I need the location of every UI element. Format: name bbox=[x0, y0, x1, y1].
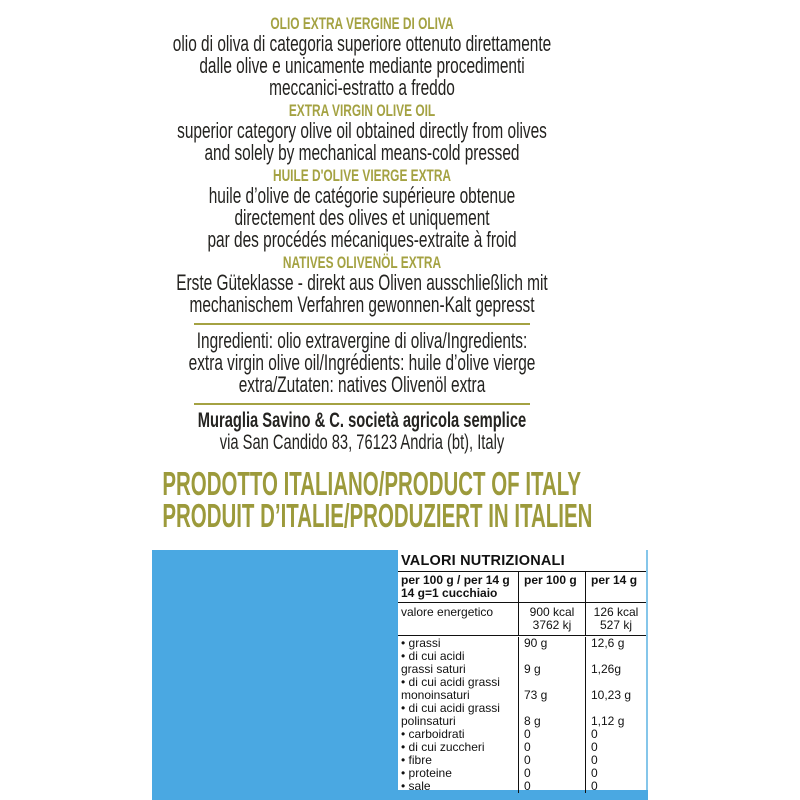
section-heading-italian: OLIO EXTRA VERGINE DI OLIVA bbox=[270, 14, 454, 33]
energy-kj: 3762 kj bbox=[532, 618, 572, 632]
nutrient-label: • fibre bbox=[401, 753, 432, 767]
section-heading-german: NATIVES OLIVENÖL EXTRA bbox=[282, 253, 442, 272]
nutrient-label: • grassi bbox=[401, 636, 441, 650]
value-per-14g: 0 bbox=[585, 728, 646, 741]
nutrition-title: VALORI NUTRIZIONALI bbox=[398, 550, 646, 572]
description-line: superior category olive oil obtained directly from olives bbox=[177, 118, 547, 143]
producer-address: via San Candido 83, 76123 Andria (bt), Italy bbox=[219, 431, 505, 454]
nutrient-label: • proteine bbox=[401, 766, 452, 780]
origin-statement bbox=[40, 465, 684, 534]
label-text-block bbox=[40, 12, 684, 532]
section-heading-english: EXTRA VIRGIN OLIVE OIL bbox=[288, 101, 436, 120]
nutrient-label: • di cui acidi grassi polinsaturi bbox=[401, 701, 500, 728]
description-line: dalle olive e unicamente mediante procedimenti bbox=[199, 53, 525, 78]
nutrition-row bbox=[398, 676, 646, 702]
nutrition-body bbox=[398, 636, 646, 793]
ingredients-line: extra virgin olive oil/Ingrédients: huile d’olive vierge bbox=[188, 350, 536, 375]
value-per-100g: 9 g bbox=[518, 650, 585, 676]
description-line: meccanici-estratto a freddo bbox=[269, 75, 455, 100]
nutrition-row bbox=[398, 650, 646, 676]
value-per-14g bbox=[585, 603, 646, 635]
value-per-14g: 10,23 g bbox=[585, 676, 646, 702]
nutrient-label: • carboidrati bbox=[401, 727, 465, 741]
value-per-14g: 0 bbox=[585, 754, 646, 767]
value-per-14g: 1,26g bbox=[585, 650, 646, 676]
nutrition-header-row bbox=[398, 572, 646, 603]
energy-kj: 527 kj bbox=[599, 618, 633, 632]
nutrient-label: • di cui zuccheri bbox=[401, 740, 485, 754]
nutrient-label: valore energetico bbox=[401, 605, 494, 619]
value-per-14g: 0 bbox=[585, 767, 646, 780]
nutrient-label: • di cui acidi grassi monoinsaturi bbox=[401, 675, 500, 702]
value-per-100g: 0 bbox=[518, 767, 585, 780]
nutrition-row bbox=[398, 767, 646, 780]
description-line: Erste Güteklasse - direkt aus Oliven ausschließlich mit bbox=[176, 270, 548, 295]
energy-kcal: 900 kcal bbox=[529, 605, 575, 619]
value-per-100g: 90 g bbox=[518, 637, 585, 650]
nutrient-label: • di cui acidi grassi saturi bbox=[401, 649, 466, 676]
value-per-100g: 0 bbox=[518, 741, 585, 754]
divider-line bbox=[194, 323, 530, 325]
energy-kcal: 126 kcal bbox=[593, 605, 639, 619]
nutrition-row bbox=[398, 780, 646, 793]
value-per-100g: 8 g bbox=[518, 702, 585, 728]
description-line: mechanischem Verfahren gewonnen-Kalt gepresst bbox=[189, 292, 535, 317]
header-line: 14 g=1 cucchiaio bbox=[401, 586, 498, 600]
value-per-100g: 0 bbox=[518, 728, 585, 741]
producer-name: Muraglia Savino & C. società agricola semplice bbox=[197, 409, 527, 432]
blue-color-block bbox=[152, 550, 398, 790]
nutrition-panel bbox=[398, 550, 648, 793]
nutrient-label: • sale bbox=[401, 779, 431, 793]
ingredients-line: extra/Zutaten: natives Olivenöl extra bbox=[238, 372, 486, 397]
value-per-14g: 0 bbox=[585, 780, 646, 793]
nutrition-row bbox=[398, 741, 646, 754]
divider-line bbox=[194, 403, 530, 405]
nutrition-energy-row bbox=[398, 603, 646, 636]
value-per-100g: 0 bbox=[518, 780, 585, 793]
nutrition-header-serving bbox=[398, 572, 518, 602]
origin-line: PRODUIT D’ITALIE/PRODUZIERT IN ITALIEN bbox=[162, 497, 593, 534]
description-line: directement des olives et uniquement bbox=[234, 205, 490, 230]
ingredients-line: Ingredienti: olio extravergine di oliva/Ingredients: bbox=[196, 328, 528, 353]
description-line: par des procédés mécaniques-extraite à froid bbox=[207, 227, 517, 252]
description-line: olio di oliva di categoria superiore ottenuto direttamente bbox=[172, 31, 552, 56]
description-line: huile d’olive de catégorie supérieure obtenue bbox=[208, 183, 516, 208]
nutrition-header-per100: per 100 g bbox=[518, 572, 585, 602]
value-per-100g: 0 bbox=[518, 754, 585, 767]
value-per-14g: 1,12 g bbox=[585, 702, 646, 728]
nutrition-row bbox=[398, 702, 646, 728]
value-per-100g bbox=[518, 603, 585, 635]
description-line: and solely by mechanical means-cold pressed bbox=[204, 140, 520, 165]
value-per-14g: 12,6 g bbox=[585, 637, 646, 650]
nutrition-header-per14: per 14 g bbox=[585, 572, 646, 602]
section-heading-french: HUILE D'OLIVE VIERGE EXTRA bbox=[272, 166, 452, 185]
header-line: per 100 g / per 14 g bbox=[401, 573, 510, 587]
origin-line: PRODOTTO ITALIANO/PRODUCT OF ITALY bbox=[162, 465, 582, 502]
value-per-14g: 0 bbox=[585, 741, 646, 754]
value-per-100g: 73 g bbox=[518, 676, 585, 702]
